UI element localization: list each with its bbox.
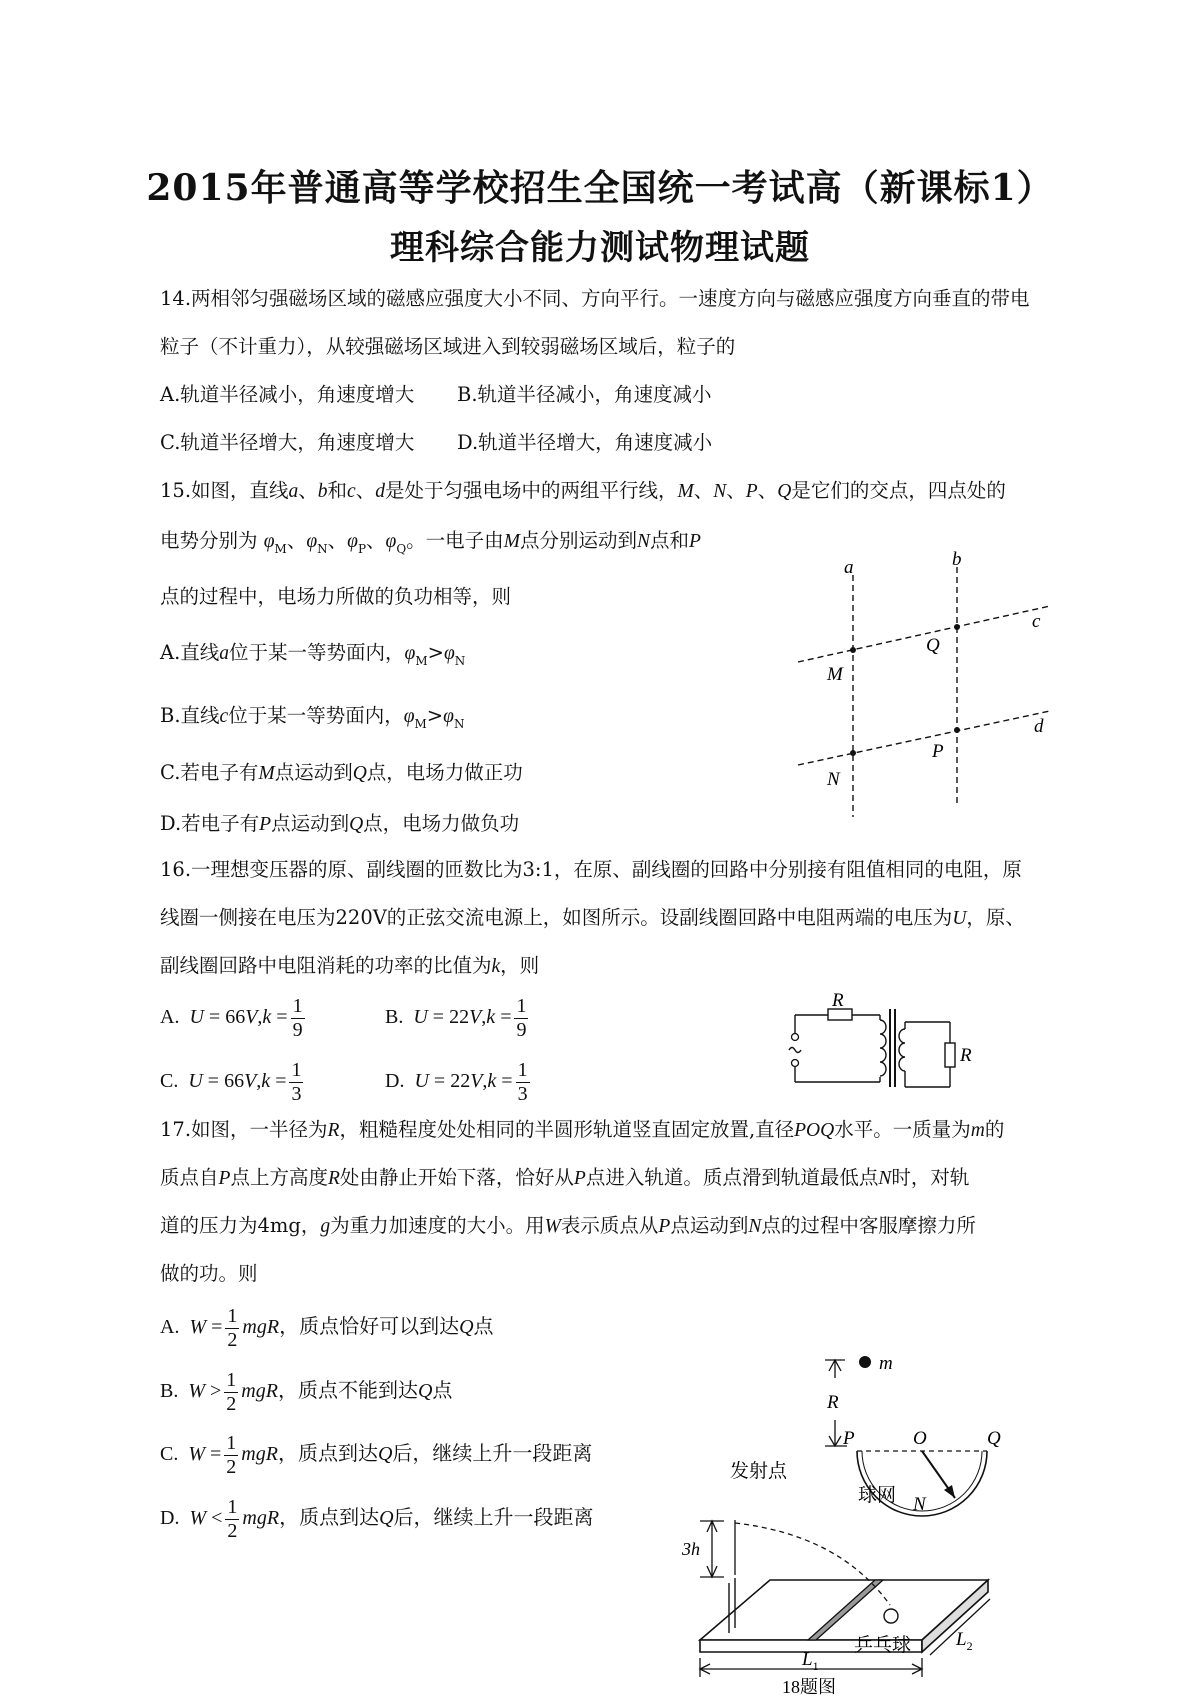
secondary-coil <box>899 1029 905 1071</box>
q16-option-a: A. U = 66V,k = $\frac{1}{9}$ <box>160 995 303 1041</box>
label-m: M <box>827 664 843 685</box>
label-net: 球网 <box>858 1485 897 1506</box>
label-launch-point: 发射点 <box>730 1461 788 1482</box>
q17-stem-line3: 道的压力为4mg，g为重力加速度的大小。用W表示质点从P点运动到N点的过程中客服摩擦力所 <box>160 1214 976 1237</box>
q15-option-d: D.若电子有P点运动到Q点，电场力做负功 <box>160 812 520 835</box>
q16-option-b: B. U = 22V,k = $\frac{1}{9}$ <box>385 995 527 1041</box>
q15-option-a: A.直线a位于某一等势面内，$\varphi_M>\varphi_N$ <box>160 641 466 668</box>
label-c: c <box>1032 611 1041 632</box>
q16-option-c: C. U = 66V,k = $\frac{1}{3}$ <box>160 1059 302 1105</box>
q14-stem-line1: 14.两相邻匀强磁场区域的磁感应强度大小不同、方向平行。一速度方向与磁感应强度方向垂直的带电 <box>160 287 1030 310</box>
q16-transformer-figure <box>780 990 980 1100</box>
ac-source-icon <box>789 1048 801 1053</box>
label-o: O <box>913 1428 927 1449</box>
label-d: d <box>1034 716 1044 737</box>
source-terminal-bottom <box>792 1060 799 1067</box>
point-n <box>850 750 856 756</box>
label-r: R <box>827 1392 839 1413</box>
q15-option-c: C.若电子有M点运动到Q点，电场力做正功 <box>160 761 523 784</box>
q17-stem-line2: 质点自P点上方高度R处由静止开始下落，恰好从P点进入轨道。质点滑到轨道最低点N时，对轨 <box>160 1166 970 1189</box>
source-terminal-top <box>792 1034 799 1041</box>
q16-stem-line2: 线圈一侧接在电压为220V的正弦交流电源上，如图所示。设副线圈回路中电阻两端的电压为U，原、 <box>160 906 1025 929</box>
secondary-resistor <box>945 1043 955 1067</box>
primary-coil <box>880 1020 886 1076</box>
point-m <box>850 647 856 653</box>
q17-option-a: A. W = $\frac{1}{2}$ mgR，质点恰好可以到达Q点 <box>160 1305 494 1351</box>
q15-stem-line2: 电势分别为 $\varphi_M$、$\varphi_N$、$\varphi_P$、$\varphi_Q$。一电子由M点分别运动到N点和P <box>160 529 701 556</box>
label-ball: 乒乓球 <box>854 1635 912 1656</box>
q17-stem-line4: 做的功。则 <box>160 1262 258 1285</box>
q14-option-c: C.轨道半径增大，角速度增大 <box>160 431 415 454</box>
label-r-primary: R <box>832 990 844 1011</box>
q15-stem-line1: 15.如图，直线a、b和c、d是处于匀强电场中的两组平行线，M、N、P、Q是它们的交点，四点处的 <box>160 479 1006 502</box>
q14-stem-line2: 粒子（不计重力），从较强磁场区域进入到较弱磁场区域后，粒子的 <box>160 335 736 358</box>
label-l1: $L_1$ <box>802 1649 819 1673</box>
page-title: 2015年普通高等学校招生全国统一考试高（新课标1） <box>146 167 1054 209</box>
q17-option-c: C. W = $\frac{1}{2}$ mgR，质点到达Q后，继续上升一段距离 <box>160 1432 593 1478</box>
q15-figure <box>780 545 1060 825</box>
q18-table-figure <box>682 1455 1040 1698</box>
q16-stem-line3: 副线圈回路中电阻消耗的功率的比值为k，则 <box>160 954 540 977</box>
label-p: P <box>932 741 944 762</box>
q17-stem-line1: 17.如图，一半径为R，粗糙程度处处相同的半圆形轨道竖直固定放置,直径POQ水平。一质量为m的 <box>160 1118 1005 1141</box>
figure-caption: 18题图 <box>782 1677 836 1697</box>
mass-ball <box>859 1356 871 1368</box>
point-p <box>954 727 960 733</box>
label-p: P <box>843 1428 855 1449</box>
ping-pong-ball <box>884 1609 898 1623</box>
label-n: N <box>827 769 840 790</box>
label-m: m <box>879 1353 893 1374</box>
label-b: b <box>952 549 962 570</box>
q17-option-d: D. W < $\frac{1}{2}$ mgR，质点到达Q后，继续上升一段距离 <box>160 1496 594 1542</box>
q14-option-d: D.轨道半径增大，角速度减小 <box>457 431 713 454</box>
label-q: Q <box>987 1428 1001 1449</box>
label-q: Q <box>926 635 940 656</box>
page-subtitle: 理科综合能力测试物理试题 <box>390 228 810 268</box>
label-3h: 3h <box>682 1539 700 1559</box>
label-l2: $L_2$ <box>956 1629 973 1653</box>
label-a: a <box>844 557 854 578</box>
q16-option-d: D. U = 22V,k = $\frac{1}{3}$ <box>385 1059 528 1105</box>
q17-option-b: B. W > $\frac{1}{2}$ mgR，质点不能到达Q点 <box>160 1369 453 1415</box>
q14-option-b: B.轨道半径减小，角速度减小 <box>457 383 712 406</box>
label-r-secondary: R <box>960 1045 972 1066</box>
q16-stem-line1: 16.一理想变压器的原、副线圈的匝数比为3:1，在原、副线圈的回路中分别接有阻值相同的电阻，原 <box>160 858 1022 881</box>
label-n: N <box>913 1494 926 1515</box>
line-d <box>798 711 1050 765</box>
q15-stem-line3: 点的过程中，电场力所做的负功相等，则 <box>160 585 512 608</box>
q15-option-b: B.直线c位于某一等势面内，$\varphi_M>\varphi_N$ <box>160 704 465 731</box>
point-q <box>954 624 960 630</box>
line-c <box>798 606 1050 662</box>
q14-option-a: A.轨道半径减小，角速度增大 <box>160 383 415 406</box>
